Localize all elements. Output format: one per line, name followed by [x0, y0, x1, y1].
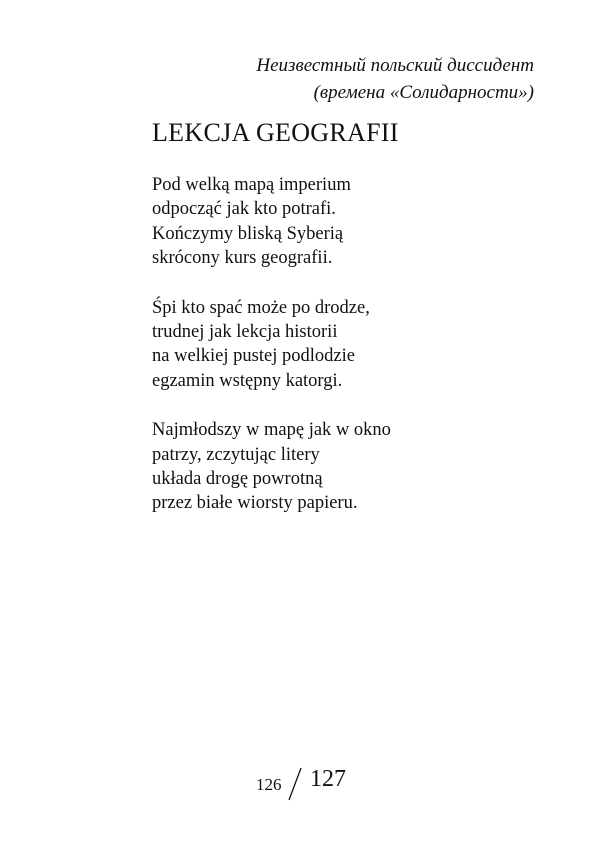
attribution-author: Неизвестный польский диссидент	[256, 55, 534, 76]
attribution	[256, 52, 534, 106]
poem-line: egzamin wstępny katorgi.	[152, 370, 343, 391]
total-pages-number: 127	[310, 766, 346, 792]
poem-line: Pod welką mapą imperium	[152, 175, 351, 195]
poem-line: Kończymy bliską Syberią	[152, 223, 344, 244]
current-page-number: 126	[256, 775, 282, 794]
poem-line: Najmłodszy w mapę jak w okno	[152, 420, 391, 441]
slash-divider	[288, 767, 302, 801]
poem-line: trudnej jak lekcja historii	[152, 322, 338, 343]
poem-title: LEKCJA GEOGRAFII	[152, 118, 399, 147]
attribution-period: (времена «Солидарности»)	[313, 82, 534, 103]
poem-line: na welkiej pustej podlodzie	[152, 346, 355, 367]
poem-body	[152, 173, 552, 541]
stanza	[152, 418, 552, 516]
poem-line: odpocząć jak kto potrafi.	[152, 199, 336, 220]
poem-line: patrzy, zczytując litery	[152, 444, 320, 465]
poem-line: układa drogę powrotną	[152, 469, 323, 490]
poem-line: skrócony kurs geografii.	[152, 248, 333, 269]
poem-line: Śpi kto spać może po drodze,	[152, 297, 370, 318]
stanza	[152, 173, 552, 271]
stanza	[152, 296, 552, 394]
poem-line: przez białe wiorsty papieru.	[152, 493, 358, 514]
